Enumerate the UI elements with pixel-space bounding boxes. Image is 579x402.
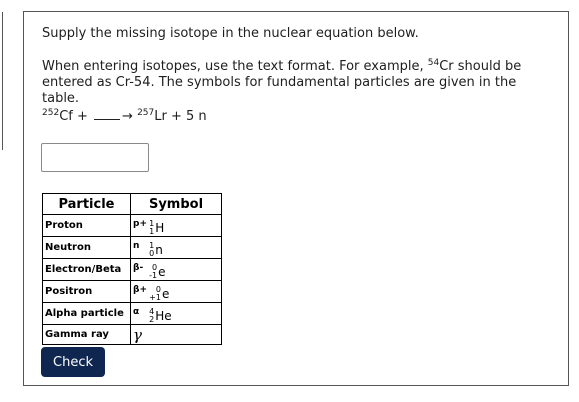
answer-input[interactable]	[41, 143, 149, 172]
table-row	[43, 303, 222, 325]
table-row	[43, 215, 222, 237]
reactant-mass-number: 252	[42, 108, 60, 118]
atomic-number: +1	[149, 293, 161, 302]
table-row	[43, 259, 222, 281]
particle-name: Alpha particle	[43, 303, 131, 325]
mass-number: 4	[149, 307, 155, 316]
table-row	[43, 281, 222, 303]
products-text: Lr + 5 n	[154, 109, 207, 124]
particle-abbr: β-	[133, 263, 144, 273]
particle-name: Gamma ray	[43, 325, 131, 345]
instructions	[42, 59, 554, 107]
particle-symbol	[131, 237, 222, 259]
nuclide-notation	[149, 242, 163, 258]
example-mass-number: 54	[427, 58, 440, 68]
gamma-symbol: γ	[133, 325, 142, 344]
particle-table	[42, 193, 222, 345]
check-button[interactable]: Check	[41, 347, 105, 377]
instructions-part1: When entering isotopes, use the text format. For example,	[42, 59, 428, 74]
product-mass-number: 257	[137, 108, 155, 118]
mass-number: 0	[152, 263, 158, 272]
particle-name: Positron	[43, 281, 131, 303]
particle-name: Electron/Beta	[43, 259, 131, 281]
atomic-number: 1	[149, 227, 155, 236]
particle-abbr: β+	[133, 285, 147, 295]
particle-symbol	[131, 281, 222, 303]
particle-name: Proton	[43, 215, 131, 237]
mass-number: 1	[149, 219, 155, 228]
particle-symbol	[131, 259, 222, 281]
atomic-number: 2	[149, 315, 155, 324]
particle-name: Neutron	[43, 237, 131, 259]
particle-symbol	[131, 215, 222, 237]
mass-number: 1	[149, 241, 155, 250]
atomic-number: 0	[149, 249, 155, 258]
element-symbol: He	[155, 309, 172, 323]
equation-plus: +	[76, 109, 88, 124]
element-symbol: n	[155, 243, 163, 257]
element-symbol: H	[155, 221, 165, 235]
nuclide-notation	[149, 286, 169, 302]
missing-isotope-blank	[94, 109, 120, 120]
table-row	[43, 237, 222, 259]
header-particle: Particle	[43, 194, 131, 215]
particle-symbol	[131, 325, 222, 345]
question-prompt: Supply the missing isotope in the nuclear equation below.	[42, 26, 419, 41]
element-symbol: e	[161, 287, 170, 301]
particle-symbol	[131, 303, 222, 325]
particle-abbr: α	[133, 307, 140, 317]
header-symbol: Symbol	[131, 194, 222, 215]
element-symbol: e	[158, 265, 166, 279]
atomic-number: -1	[149, 271, 158, 280]
nuclear-equation	[42, 109, 207, 125]
table-row	[43, 325, 222, 345]
particle-abbr: n	[133, 241, 140, 251]
instructions-part2: Cr should be entered as Cr-54. The symbols for fundamental particles are given in the table.	[42, 59, 522, 106]
particle-abbr: p+	[133, 219, 147, 229]
reactant-symbol: Cf	[59, 109, 73, 124]
question-card	[23, 11, 569, 386]
nuclide-notation	[149, 264, 165, 280]
nuclide-notation	[149, 220, 164, 236]
nuclide-notation	[149, 308, 172, 324]
table-header-row	[43, 194, 222, 215]
mass-number: 0	[155, 285, 161, 294]
reaction-arrow: →	[122, 109, 133, 124]
left-panel-edge	[0, 12, 3, 150]
